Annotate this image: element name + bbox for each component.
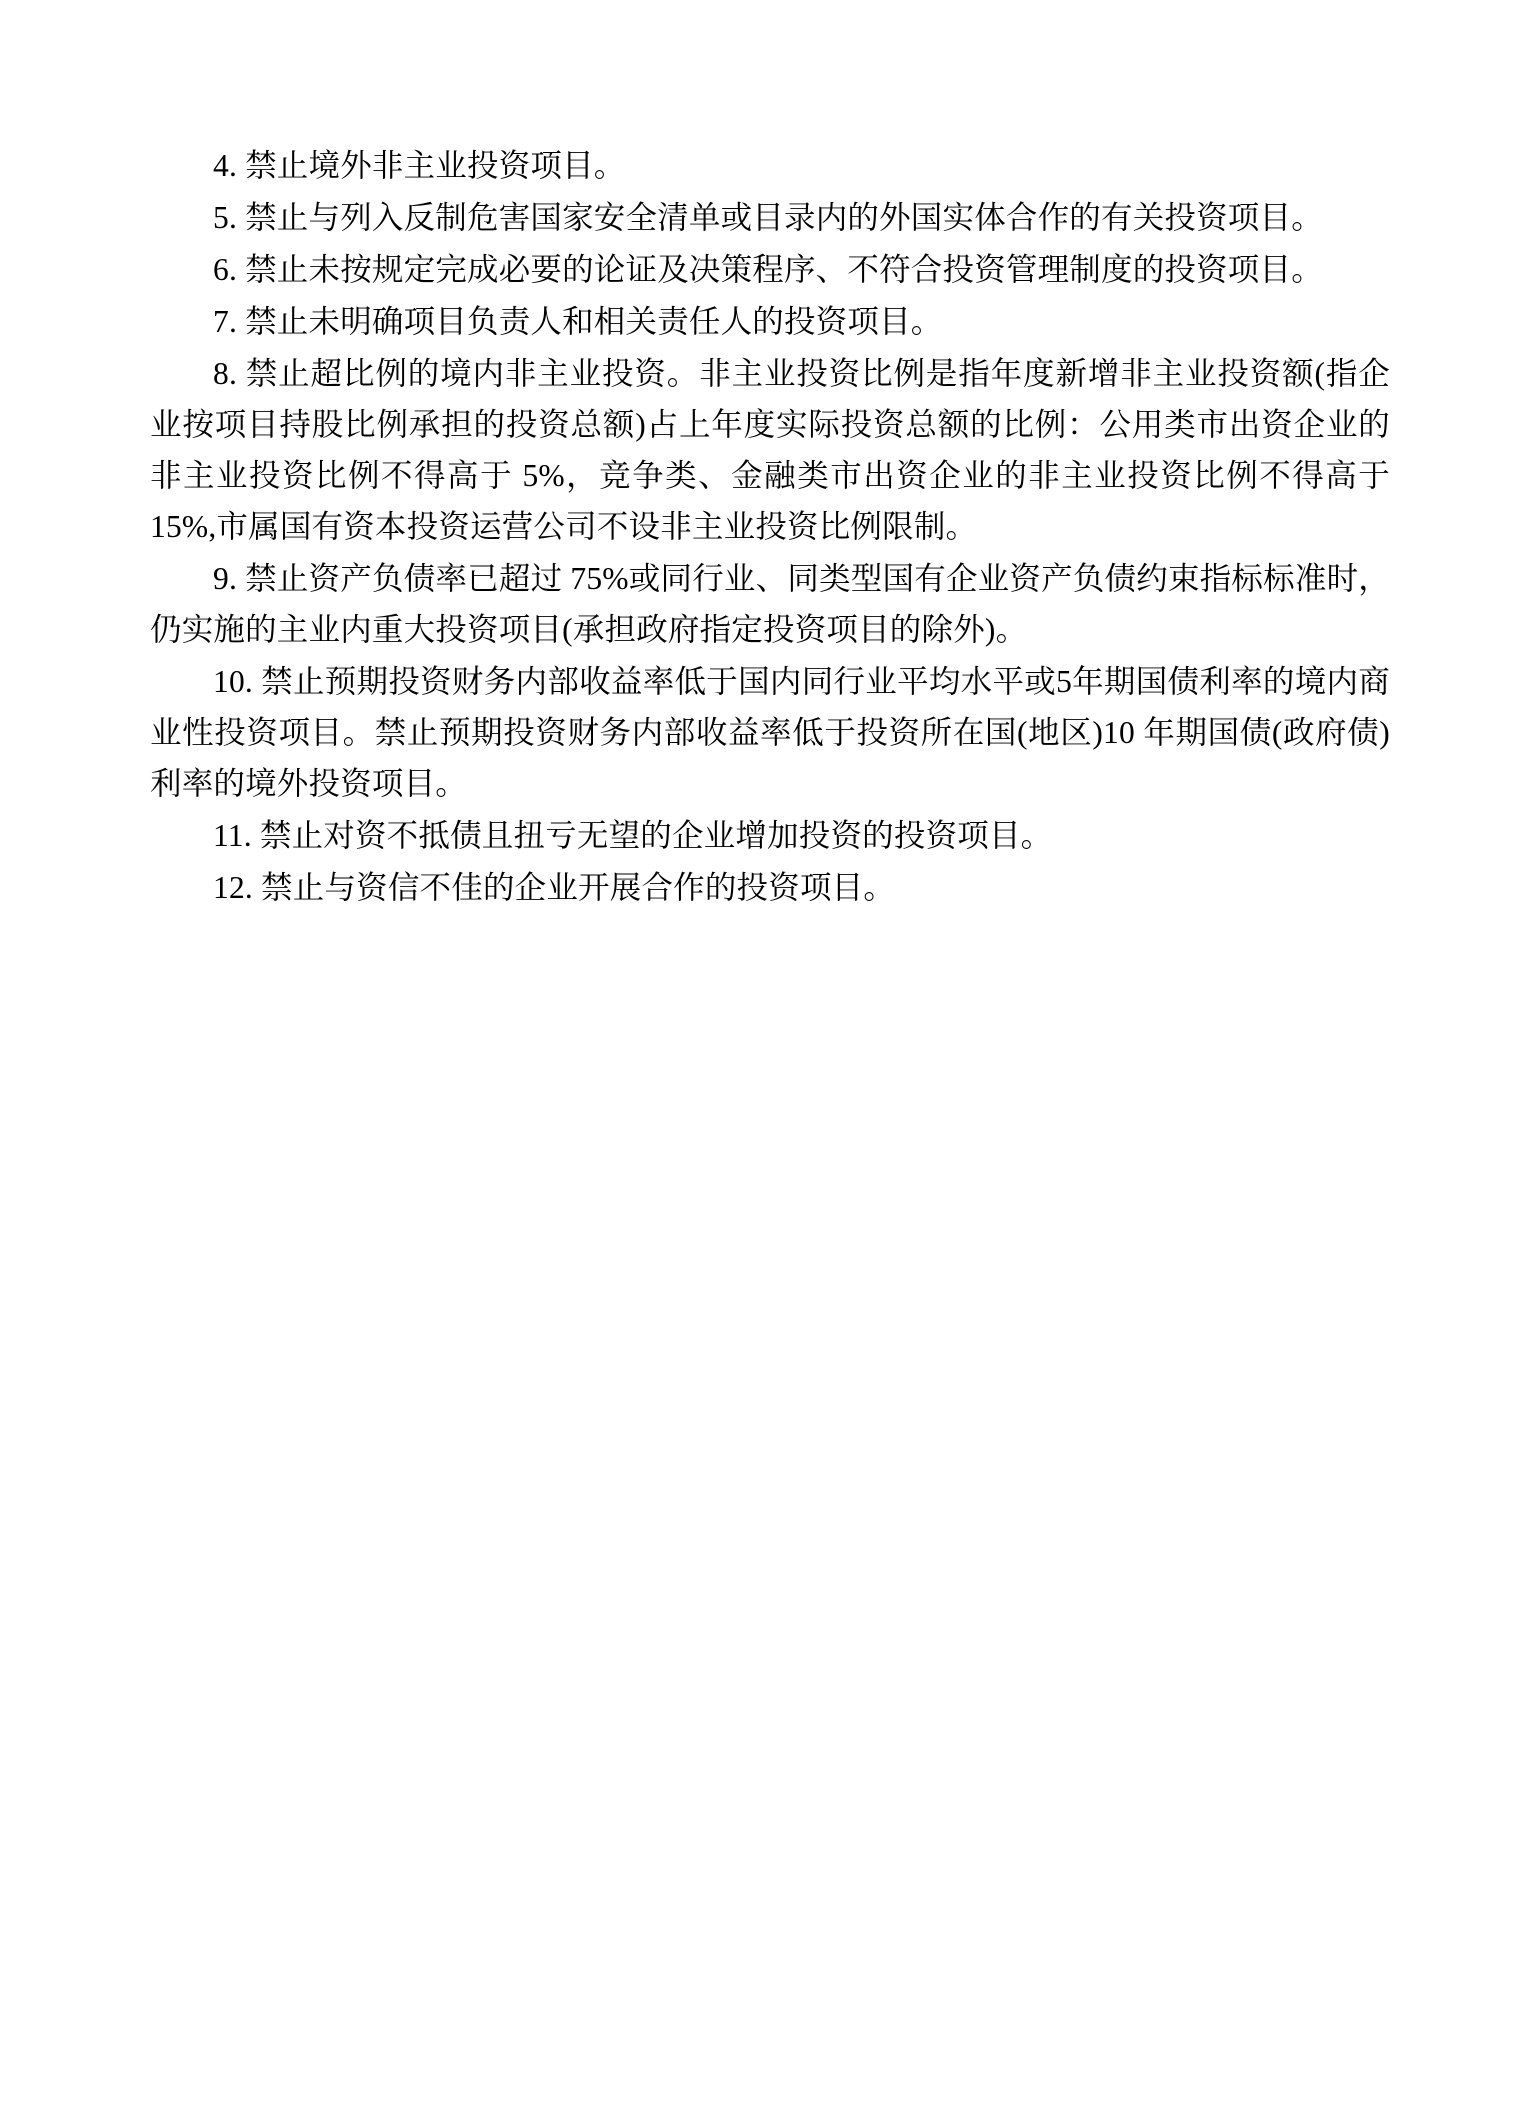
list-item: 6. 禁止未按规定完成必要的论证及决策程序、不符合投资管理制度的投资项目。 (213, 252, 1323, 288)
list-item: 7. 禁止未明确项目负责人和相关责任人的投资项目。 (213, 304, 943, 340)
list-item: 8. 禁止超比例的境内非主业投资。非主业投资比例是指年度新增非主业投资额(指企业按项目持股比例承担的投资总额)占上年度实际投资总额的比例：公用类市出资企业的非主业投资比例不得高于 5%，竞争类、金融类市出资企业的非主业投资比例不得高于 15%,市属国有资本投资运营公司不设非主业投资比例限制。 (150, 356, 1399, 545)
document-body (150, 140, 1399, 913)
list-item: 4. 禁止境外非主业投资项目。 (213, 148, 626, 183)
list-item: 10. 禁止预期投资财务内部收益率低于国内同行业平均水平或5年期国债利率的境内商业性投资项目。禁止预期投资财务内部收益率低于投资所在国(地区)10 年期国债(政府债)利率的境外投资项目。 (150, 664, 1390, 802)
list-item: 12. 禁止与资信不佳的企业开展合作的投资项目。 (213, 870, 896, 906)
list-item: 9. 禁止资产负债率已超过 75%或同行业、同类型国有企业资产负债约束指标标准时， 仍实施的主业内重大投资项目(承担政府指定投资项目的除外)。 (150, 561, 1399, 648)
list-item: 11. 禁止对资不抵债且扭亏无望的企业增加投资的投资项目。 (213, 818, 1053, 854)
list-item: 5. 禁止与列入反制危害国家安全清单或目录内的外国实体合作的有关投资项目。 (213, 200, 1323, 236)
